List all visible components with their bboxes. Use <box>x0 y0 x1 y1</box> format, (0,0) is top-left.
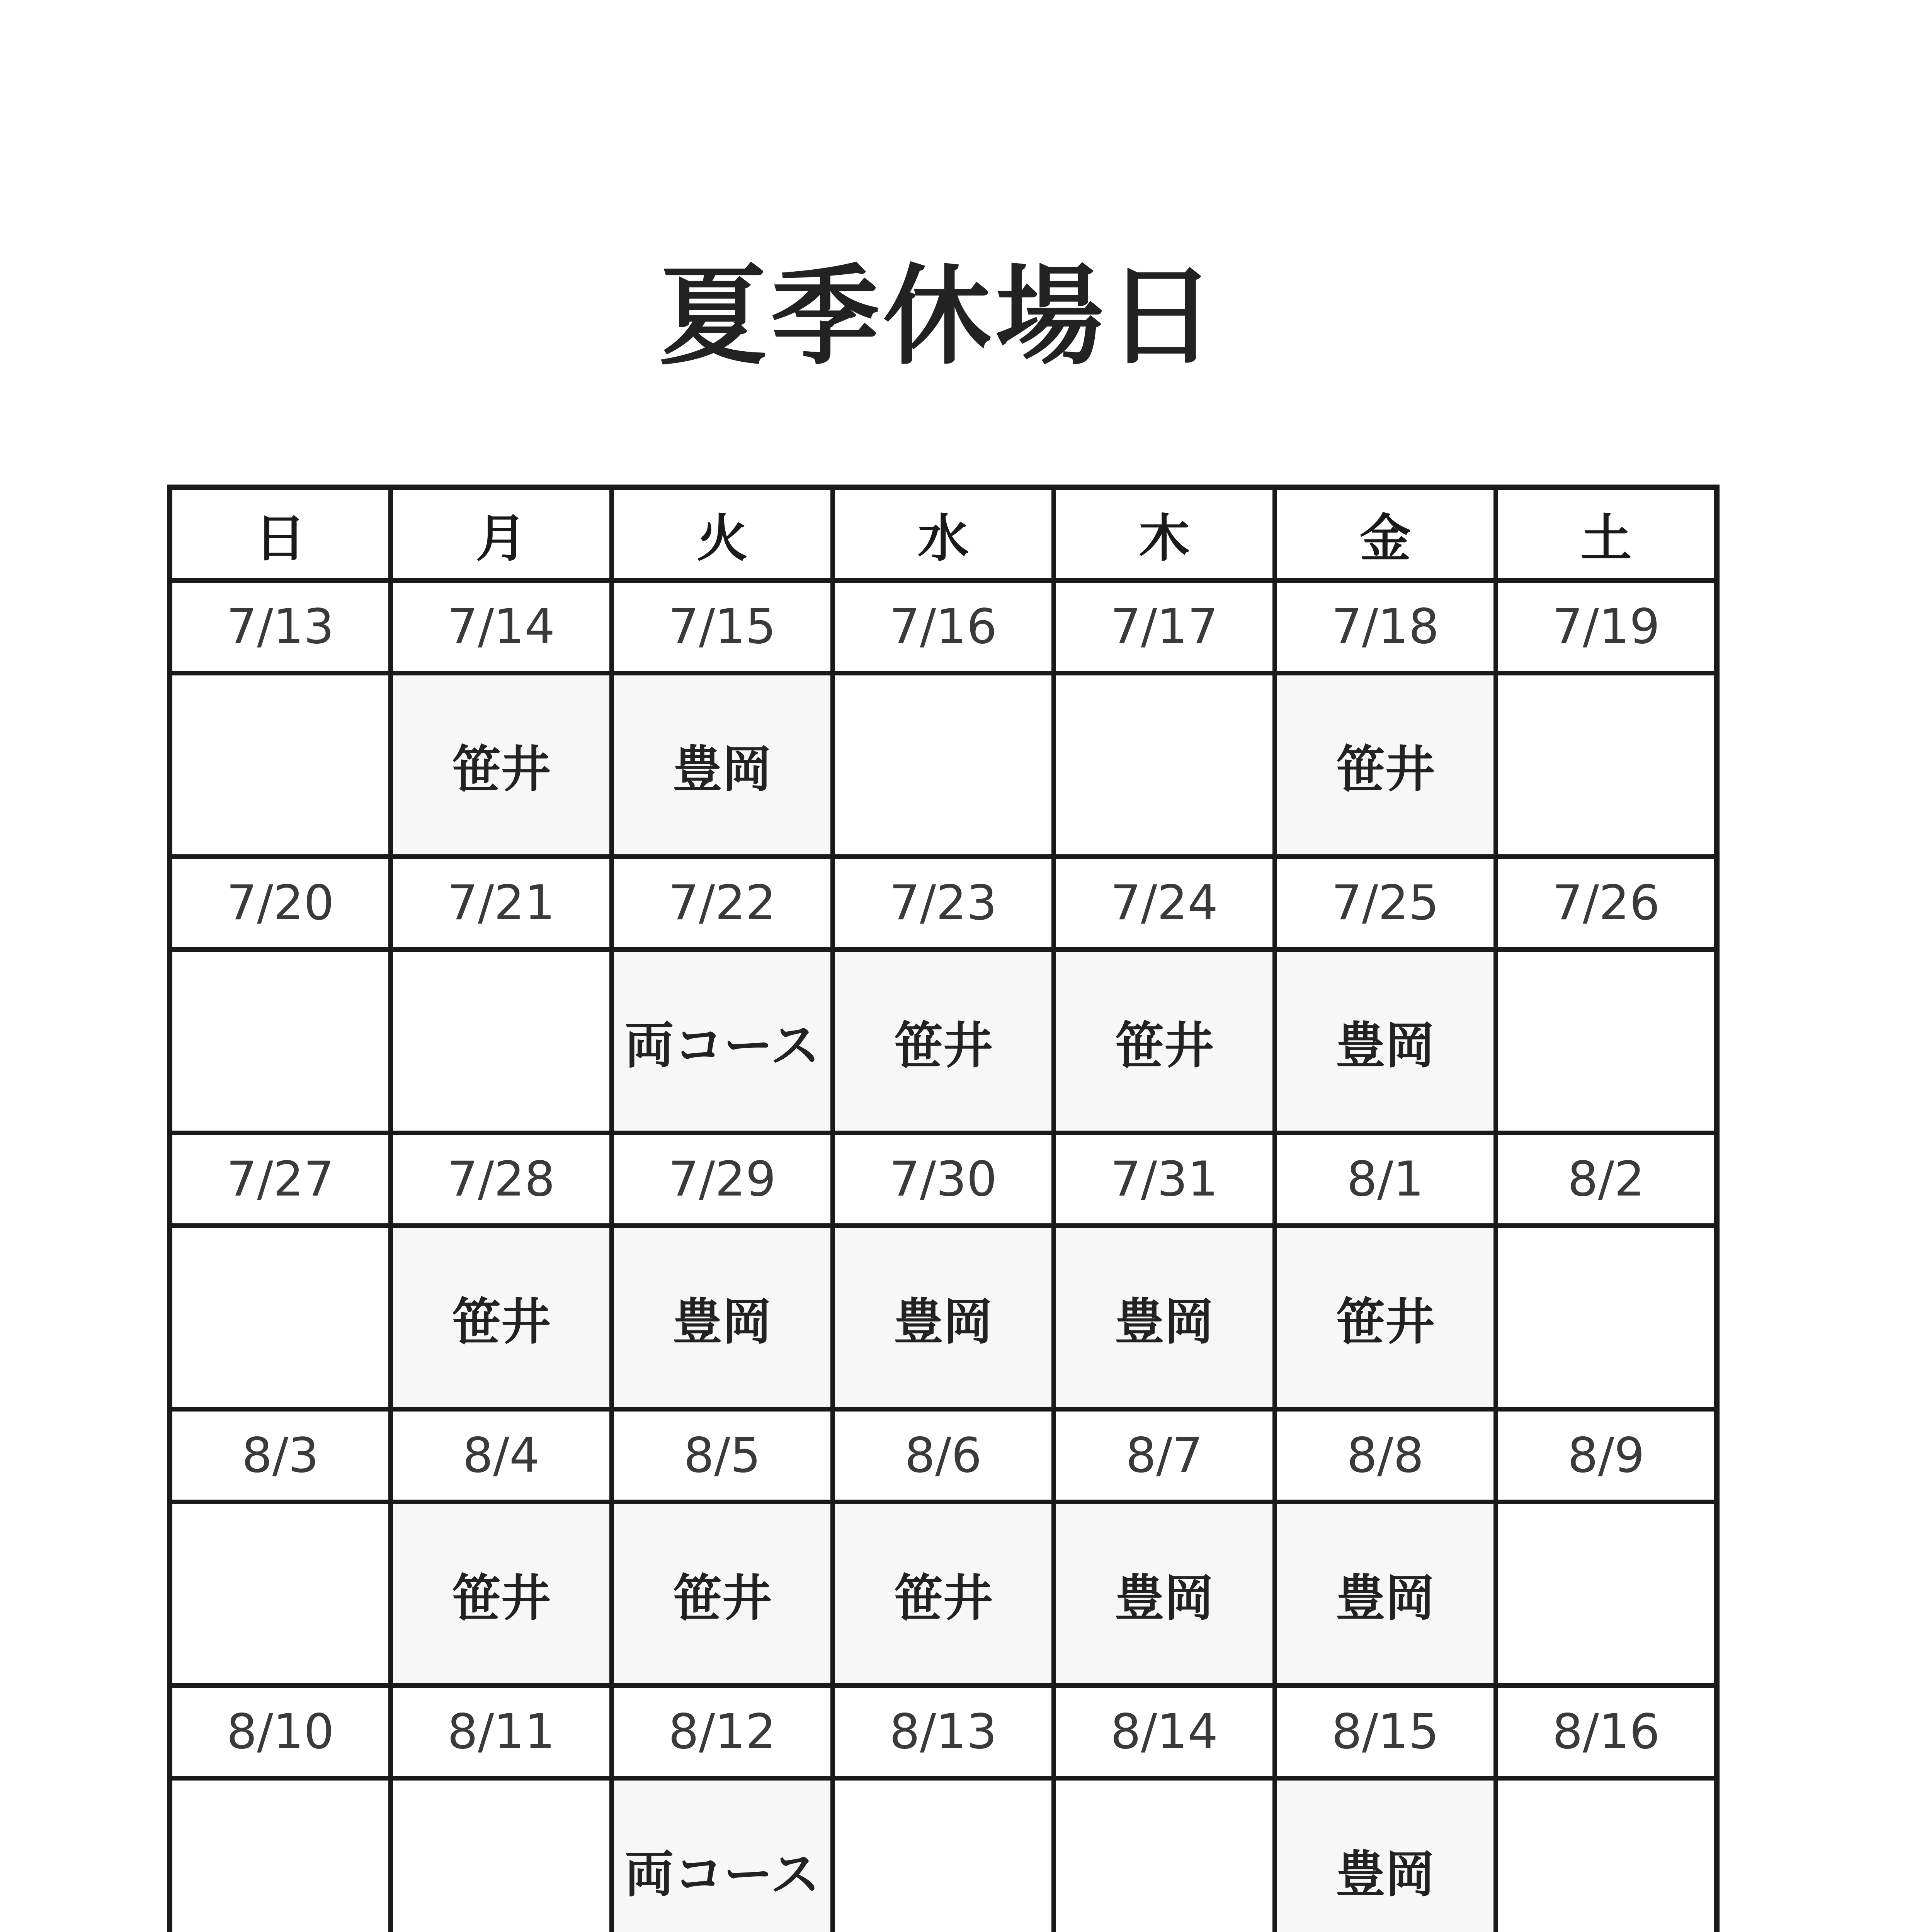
date-cell: 8/11 <box>391 1685 612 1778</box>
date-cell: 8/14 <box>1054 1685 1275 1778</box>
closure-cell <box>1054 1778 1275 1932</box>
date-cell: 7/19 <box>1496 580 1717 673</box>
date-cell: 8/4 <box>391 1409 612 1502</box>
date-cell: 7/22 <box>612 857 833 949</box>
closure-cell: 笹井 <box>833 949 1054 1133</box>
date-cell: 7/31 <box>1054 1133 1275 1226</box>
date-cell: 7/16 <box>833 580 1054 673</box>
closure-cell: 笹井 <box>1275 673 1496 857</box>
closure-cell <box>1054 673 1275 857</box>
date-cell: 7/24 <box>1054 857 1275 949</box>
closure-row <box>170 1226 1717 1409</box>
date-cell: 8/3 <box>170 1409 391 1502</box>
date-cell: 7/20 <box>170 857 391 949</box>
date-cell: 8/12 <box>612 1685 833 1778</box>
weekday-header-row <box>170 487 1717 580</box>
weekday-thursday: 木 <box>1054 487 1275 580</box>
closure-cell: 笹井 <box>833 1502 1054 1685</box>
date-cell: 8/10 <box>170 1685 391 1778</box>
date-cell: 7/21 <box>391 857 612 949</box>
closure-cell: 笹井 <box>1275 1226 1496 1409</box>
closure-cell <box>833 1778 1054 1932</box>
date-row <box>170 1685 1717 1778</box>
weekday-tuesday: 火 <box>612 487 833 580</box>
closure-cell <box>170 673 391 857</box>
date-cell: 7/15 <box>612 580 833 673</box>
closure-cell <box>170 949 391 1133</box>
closure-cell <box>391 1778 612 1932</box>
date-row <box>170 857 1717 949</box>
closure-row <box>170 1502 1717 1685</box>
date-row <box>170 1133 1717 1226</box>
weekday-saturday: 土 <box>1496 487 1717 580</box>
closure-cell: 豊岡 <box>1054 1226 1275 1409</box>
closure-cell: 豊岡 <box>612 1226 833 1409</box>
date-cell: 7/27 <box>170 1133 391 1226</box>
page-title: 夏季休場日 <box>659 254 1220 380</box>
closure-row <box>170 1778 1717 1932</box>
closure-row <box>170 673 1717 857</box>
date-cell: 8/6 <box>833 1409 1054 1502</box>
date-cell: 8/2 <box>1496 1133 1717 1226</box>
closure-cell <box>391 949 612 1133</box>
closure-cell: 豊岡 <box>612 673 833 857</box>
closure-cell: 豊岡 <box>1275 949 1496 1133</box>
closure-cell: 豊岡 <box>833 1226 1054 1409</box>
closure-calendar <box>167 485 1720 1932</box>
date-cell: 8/15 <box>1275 1685 1496 1778</box>
date-cell: 7/26 <box>1496 857 1717 949</box>
closure-cell <box>1496 673 1717 857</box>
closure-cell: 笹井 <box>1054 949 1275 1133</box>
date-cell: 7/29 <box>612 1133 833 1226</box>
weekday-sunday: 日 <box>170 487 391 580</box>
closure-cell: 笹井 <box>612 1502 833 1685</box>
date-cell: 7/14 <box>391 580 612 673</box>
date-cell: 8/13 <box>833 1685 1054 1778</box>
date-cell: 8/8 <box>1275 1409 1496 1502</box>
date-cell: 8/1 <box>1275 1133 1496 1226</box>
date-cell: 8/7 <box>1054 1409 1275 1502</box>
date-cell: 7/18 <box>1275 580 1496 673</box>
closure-cell <box>1496 1502 1717 1685</box>
date-row <box>170 580 1717 673</box>
closure-cell: 豊岡 <box>1275 1502 1496 1685</box>
weekday-wednesday: 水 <box>833 487 1054 580</box>
date-row <box>170 1409 1717 1502</box>
weekday-friday: 金 <box>1275 487 1496 580</box>
date-cell: 7/28 <box>391 1133 612 1226</box>
closure-cell <box>1496 949 1717 1133</box>
calendar-body <box>170 580 1717 1932</box>
date-cell: 7/25 <box>1275 857 1496 949</box>
closure-cell <box>170 1778 391 1932</box>
closure-cell: 豊岡 <box>1054 1502 1275 1685</box>
closure-cell: 豊岡 <box>1275 1778 1496 1932</box>
closure-row <box>170 949 1717 1133</box>
date-cell: 8/16 <box>1496 1685 1717 1778</box>
date-cell: 7/17 <box>1054 580 1275 673</box>
date-cell: 8/5 <box>612 1409 833 1502</box>
date-cell: 7/13 <box>170 580 391 673</box>
closure-cell: 笹井 <box>391 1226 612 1409</box>
closure-cell <box>833 673 1054 857</box>
closure-cell: 両コース <box>612 949 833 1133</box>
date-cell: 7/23 <box>833 857 1054 949</box>
closure-cell <box>170 1226 391 1409</box>
date-cell: 8/9 <box>1496 1409 1717 1502</box>
closure-cell: 笹井 <box>391 673 612 857</box>
closure-cell: 両コース <box>612 1778 833 1932</box>
closure-cell: 笹井 <box>391 1502 612 1685</box>
closure-cell <box>1496 1226 1717 1409</box>
closure-cell <box>1496 1778 1717 1932</box>
weekday-monday: 月 <box>391 487 612 580</box>
closure-cell <box>170 1502 391 1685</box>
date-cell: 7/30 <box>833 1133 1054 1226</box>
